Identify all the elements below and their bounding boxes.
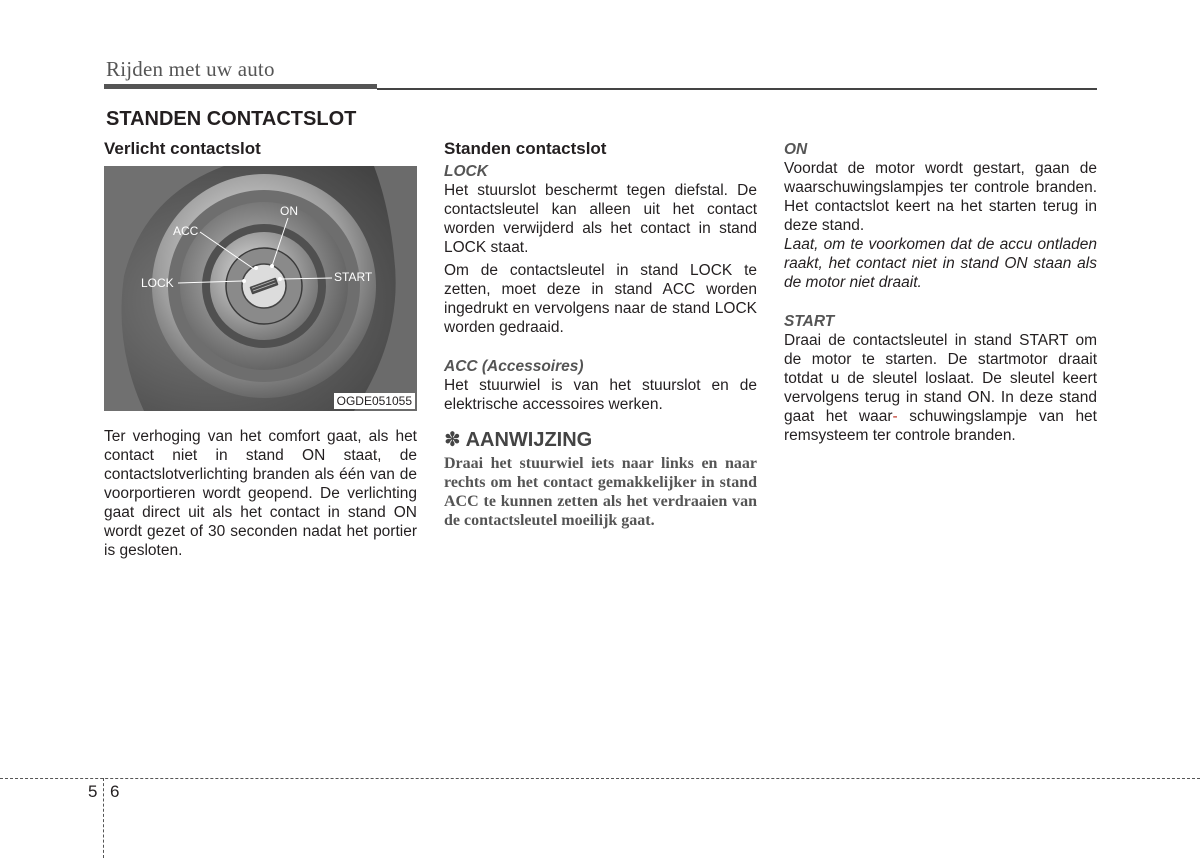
chapter-number: 5 xyxy=(88,782,98,801)
start-paragraph-hyphen: - xyxy=(892,408,898,425)
lock-paragraph-1: Het stuurslot beschermt tegen diefstal. De contactsleutel kan alleen uit het contact worden verwijderd als het contact in stand LOCK staat. xyxy=(444,182,757,256)
note-body: Draai het stuurwiel iets naar links en naar rechts om het contact gemakkelijker in stand ACC te kunnen zetten als het verdraaien van de contactsleutel moeilijk gaat. xyxy=(444,455,757,529)
label-acc: ACC xyxy=(173,224,199,238)
heading-illuminated-ignition: Verlicht contactslot xyxy=(104,139,261,158)
middle-column xyxy=(444,138,757,530)
heading-lock: LOCK xyxy=(444,163,488,180)
label-lock: LOCK xyxy=(141,276,174,290)
heading-ignition-positions: Standen contactslot xyxy=(444,139,607,158)
acc-paragraph: Het stuurwiel is van het stuurslot en de elektrische accessoires werken. xyxy=(444,377,757,413)
start-paragraph xyxy=(784,331,1097,445)
ignition-switch-figure xyxy=(104,166,417,411)
left-column xyxy=(104,138,417,560)
page-number: 6 xyxy=(110,782,120,801)
header-rule-thin xyxy=(377,88,1097,90)
start-paragraph-part-a: Draai de contactsleutel in stand START om de motor te starten. De startmotor draait totdat u de sleutel loslaat. De sleutel keert vervolgens terug in stand ON. In deze stand gaat het waar xyxy=(784,332,1097,425)
right-column xyxy=(784,138,1097,445)
on-paragraph: Voordat de motor wordt gestart, gaan de waarschuwingslampjes ter controle branden. Het contactslot keert na het starten terug in deze stand. xyxy=(784,160,1097,234)
footer-vertical-dashed-rule xyxy=(103,778,104,858)
running-header: Rijden met uw auto xyxy=(106,57,275,81)
on-note: Laat, om te voorkomen dat de accu ontladen raakt, het contact niet in stand ON staan als de motor niet draait. xyxy=(784,236,1097,291)
note-heading: ✽ AANWIJZING xyxy=(444,429,593,451)
figure-caption: OGDE051055 xyxy=(334,393,415,409)
label-on: ON xyxy=(280,204,298,218)
heading-acc: ACC (Accessoires) xyxy=(444,358,584,375)
illumination-paragraph: Ter verhoging van het comfort gaat, als het contact niet in stand ON staat, de contactslotverlichting branden als één van de voorportieren wordt geopend. De verlichting gaat direct uit als het contact in stand ON wordt gezet of 30 seconden nadat het portier is gesloten. xyxy=(104,428,417,559)
footer-dashed-rule xyxy=(0,778,1200,779)
heading-on: ON xyxy=(784,141,808,158)
label-start: START xyxy=(334,270,373,284)
lock-paragraph-2: Om de contactsleutel in stand LOCK te zetten, moet deze in stand ACC worden ingedrukt en vervolgens naar de stand LOCK worden gedraaid. xyxy=(444,262,757,336)
start-paragraph-part-b: schuwingslampje van het remsysteem ter controle branden. xyxy=(784,408,1097,444)
section-title: STANDEN CONTACTSLOT xyxy=(106,108,357,130)
heading-start: START xyxy=(784,313,835,330)
header-rule-thick xyxy=(104,84,377,89)
